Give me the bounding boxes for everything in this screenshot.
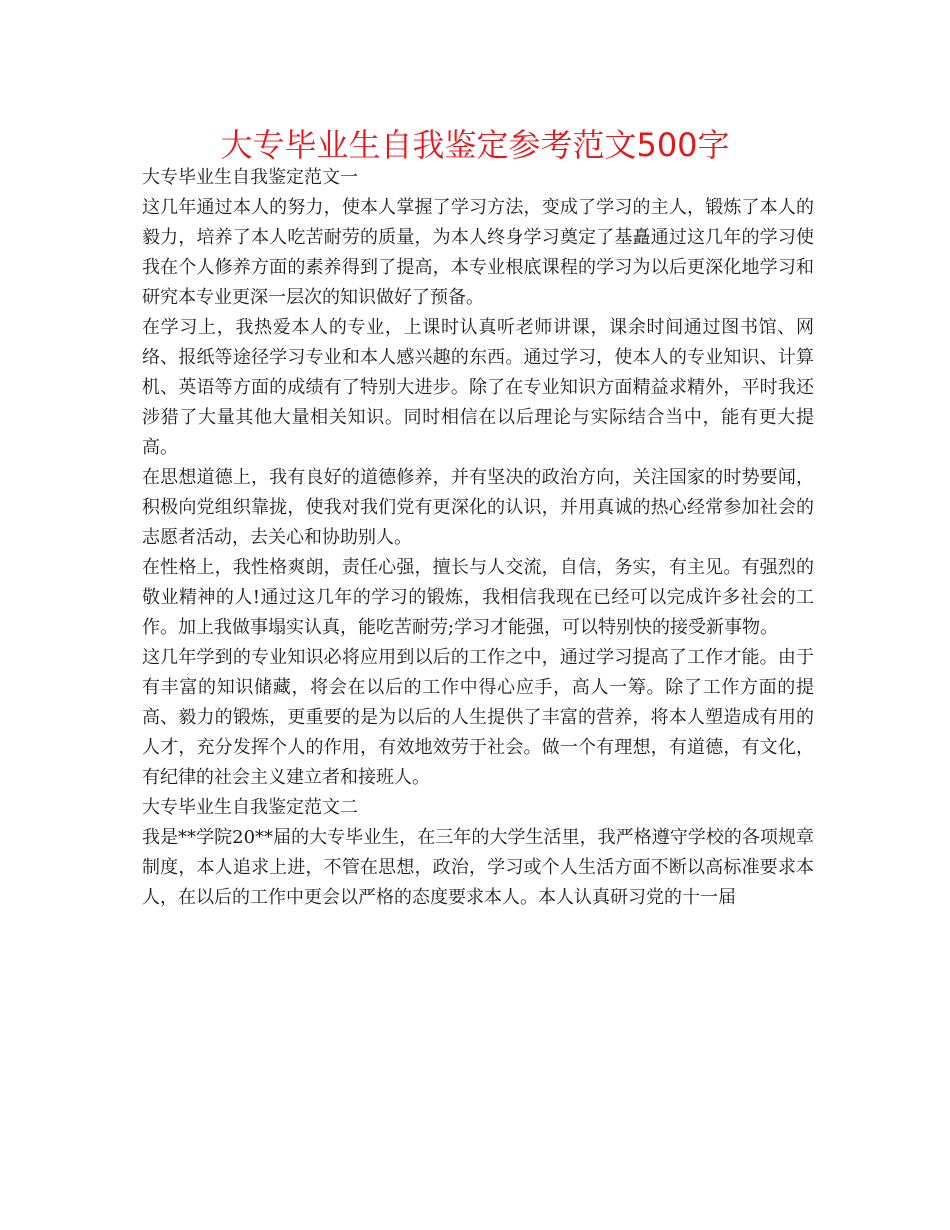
paragraph-2-1: 我是**学院20**届的大专毕业生，在三年的大学生活里，我严格遵守学校的各项规章制度，本人追求上进，不管在思想，政治，学习或个人生活方面不断以高标准要求本人，在以后的工作中更会以严格的态度要求本人。本人认真研习党的十一届 (142, 827, 814, 908)
paragraph-1-5: 这几年学到的专业知识必将应用到以后的工作之中，通过学习提高了工作才能。由于有丰富的知识储藏，将会在以后的工作中得心应手，高人一筹。除了工作方面的提高、毅力的锻炼，更重要的是为以后的人生提供了丰富的营养，将本人塑造成有用的人才，充分发挥个人的作用，有效地效劳于社会。做一个有理想，有道德，有文化，有纪律的社会主义建立者和接班人。 (142, 647, 814, 788)
paragraph-1-2: 在学习上，我热爱本人的专业，上课时认真听老师讲课，课余时间通过图书馆、网络、报纸等途径学习专业和本人感兴趣的东西。通过学习，使本人的专业知识、计算机、英语等方面的成绩有了特别大进步。除了在专业知识方面精益求精外，平时我还涉猎了大量其他大量相关知识。同时相信在以后理论与实际结合当中，能有更大提高。 (142, 317, 814, 458)
paragraph-1-4: 在性格上，我性格爽朗，责任心强，擅长与人交流，自信，务实，有主见。有强烈的敬业精神的人!通过这几年的学习的锻炼，我相信我现在已经可以完成许多社会的工作。加上我做事塌实认真，能吃苦耐劳;学习才能强，可以特别快的接受新事物。 (142, 557, 814, 638)
paragraph-1-3: 在思想道德上，我有良好的道德修养，并有坚决的政治方向，关注国家的时势要闻，积极向党组织靠拢，使我对我们党有更深化的认识，并用真诚的热心经常参加社会的志愿者活动，去关心和协助别人。 (142, 467, 814, 548)
document-body (142, 163, 814, 913)
document-title: 大专毕业生自我鉴定参考范文500字 (220, 126, 730, 164)
section-heading-2: 大专毕业生自我鉴定范文二 (142, 797, 358, 818)
section-heading-1: 大专毕业生自我鉴定范文一 (142, 167, 358, 188)
paragraph-1-1: 这几年通过本人的努力，使本人掌握了学习方法，变成了学习的主人，锻炼了本人的毅力，培养了本人吃苦耐劳的质量，为本人终身学习奠定了基矗通过这几年的学习使我在个人修养方面的素养得到了提高，本专业根底课程的学习为以后更深化地学习和研究本专业更深一层次的知识做好了预备。 (142, 197, 814, 308)
